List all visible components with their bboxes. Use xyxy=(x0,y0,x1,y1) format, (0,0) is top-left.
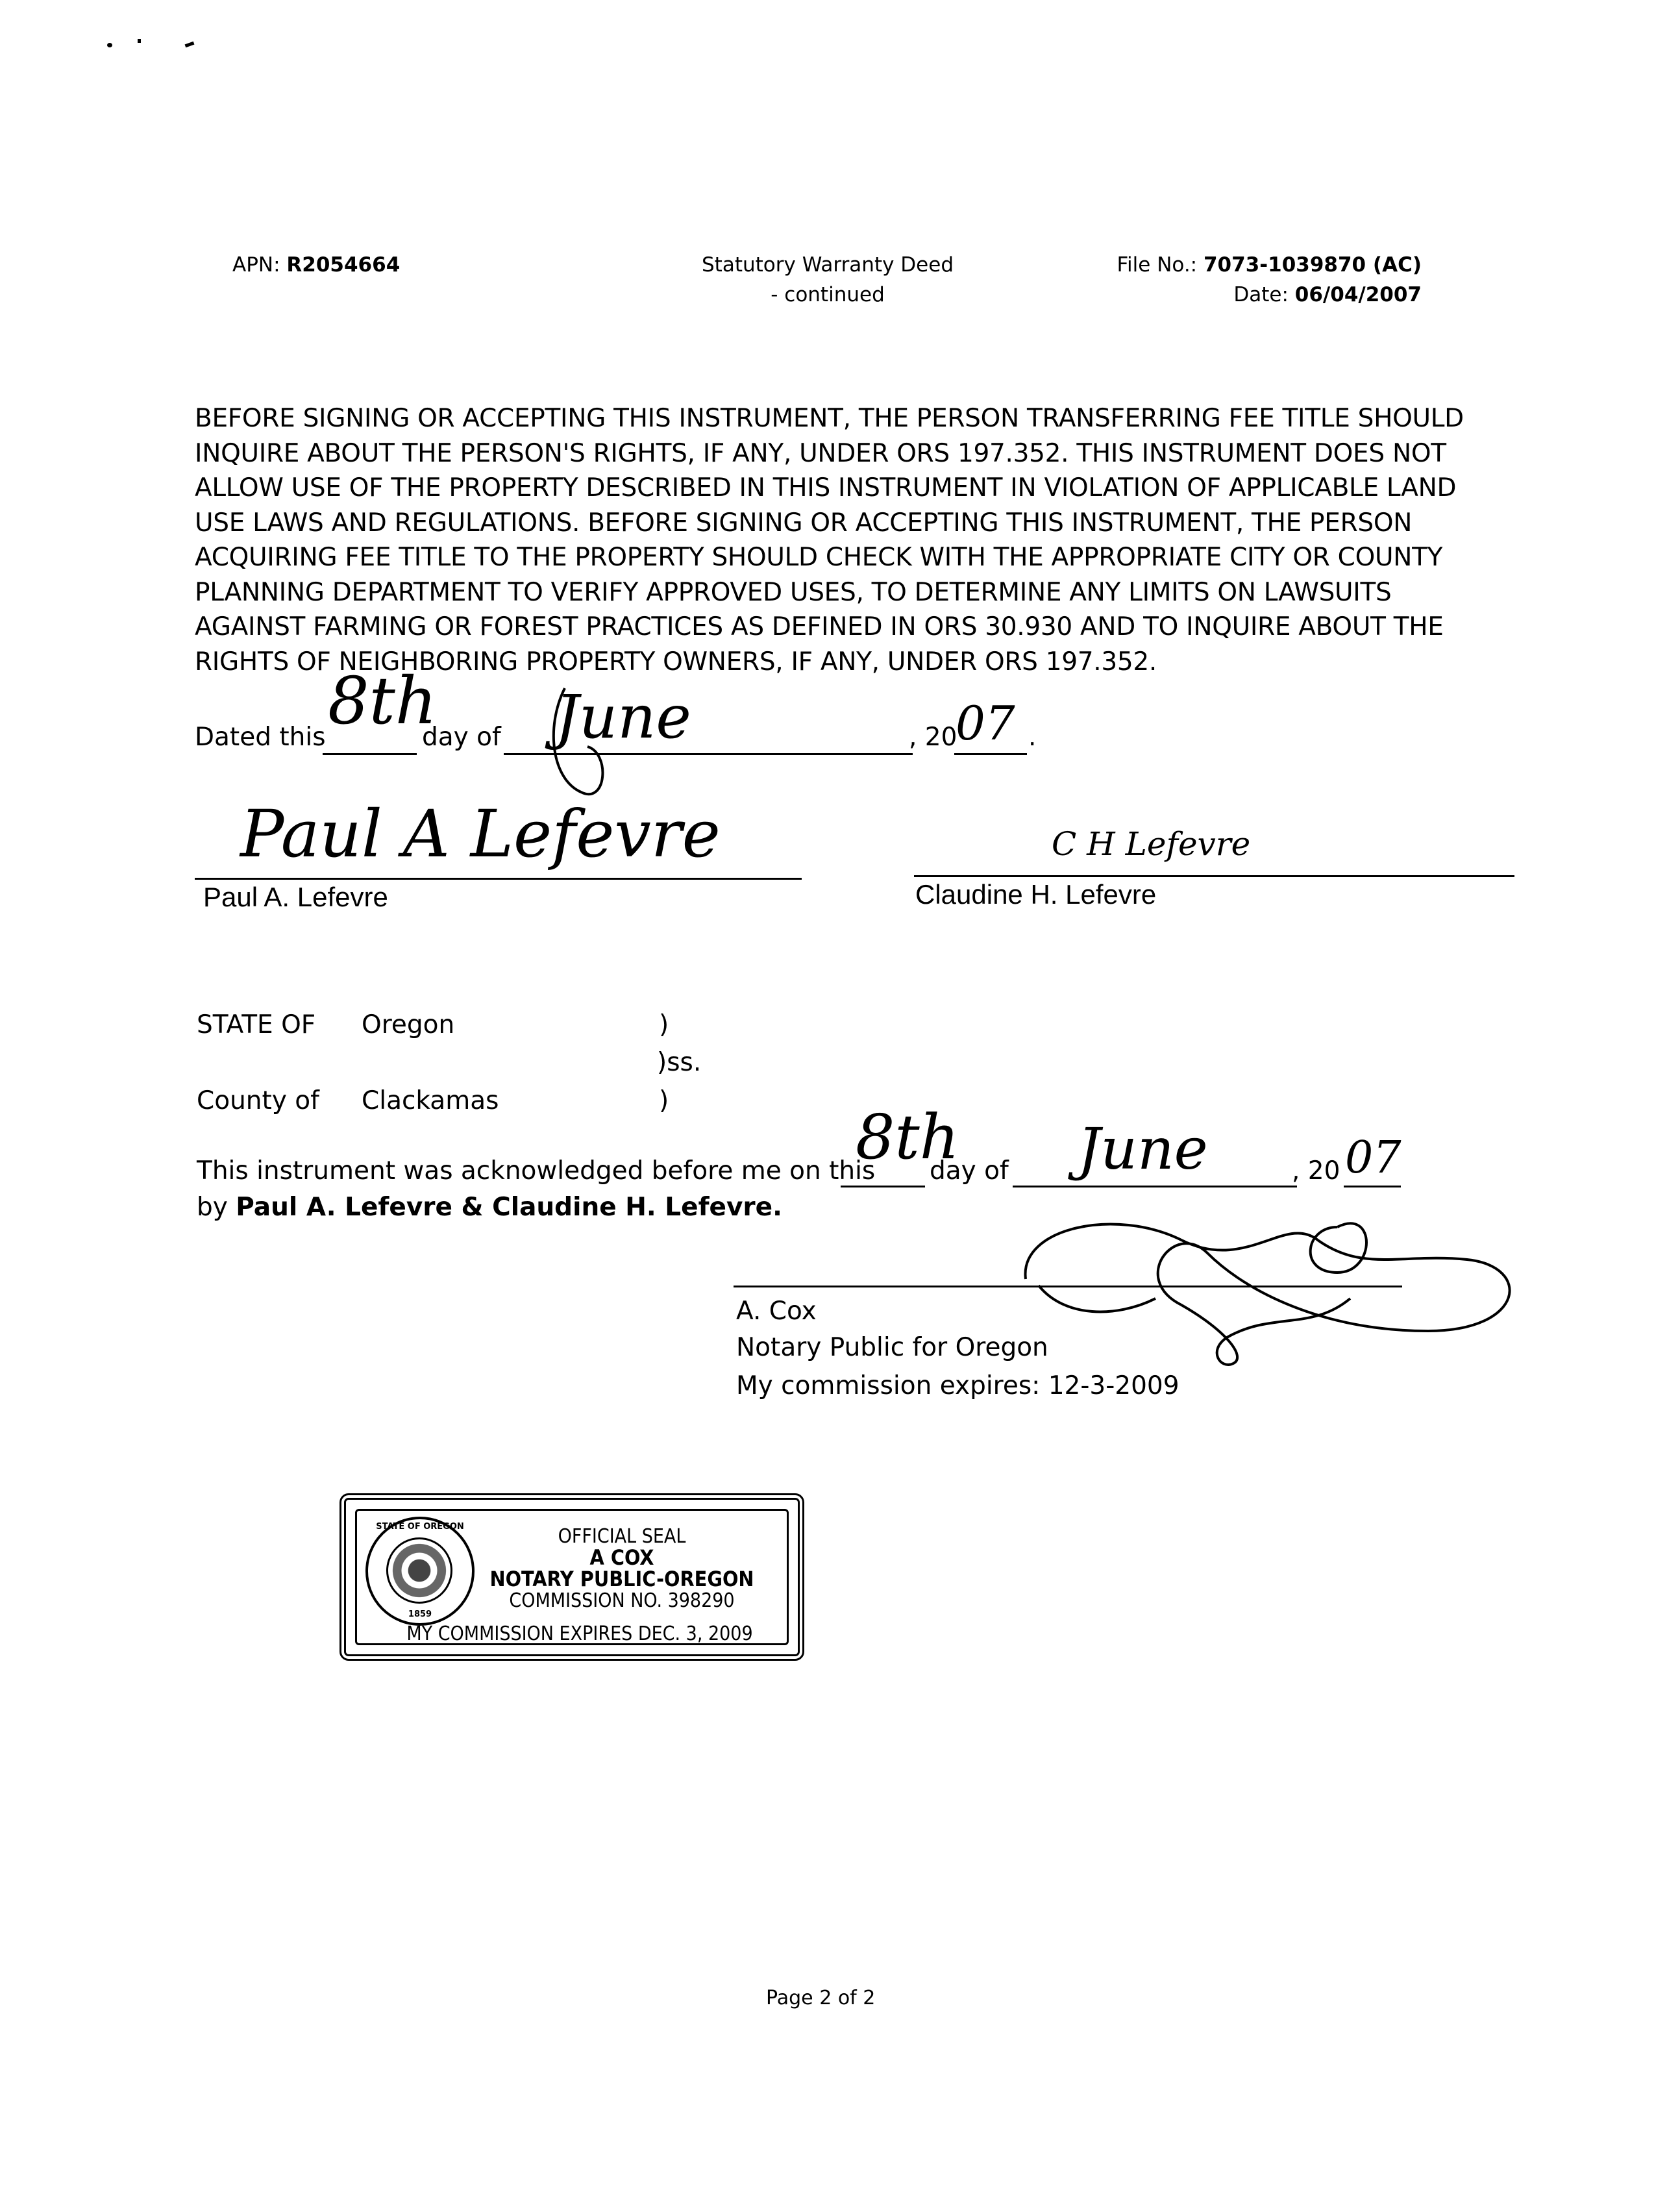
notice-line: ACQUIRING FEE TITLE TO THE PROPERTY SHOULD CHECK WITH THE APPROPRIATE CITY OR COUNTY xyxy=(195,543,1443,572)
seal-text-block xyxy=(473,1526,771,1611)
seal-line-1: OFFICIAL SEAL xyxy=(558,1525,686,1548)
dated-month-flourish xyxy=(545,675,792,805)
dated-suffix: . xyxy=(1028,723,1037,752)
date-value: 06/04/2007 xyxy=(1294,283,1422,306)
ack-by-line xyxy=(197,1192,782,1223)
ack-day-blank xyxy=(841,1186,925,1187)
state-value: Oregon xyxy=(362,1010,455,1039)
apn-value: R2054664 xyxy=(286,253,401,277)
official-seal-stamp xyxy=(340,1493,804,1661)
notice-line: INQUIRE ABOUT THE PERSON'S RIGHTS, IF ANY, UNDER ORS 197.352. THIS INSTRUMENT DOES NOT xyxy=(195,438,1446,468)
seal-line-3: NOTARY PUBLIC-OREGON xyxy=(489,1567,754,1591)
statutory-notice xyxy=(195,401,1466,679)
state-seal-year: 1859 xyxy=(408,1609,432,1619)
state-seal-inner-ring xyxy=(386,1537,452,1604)
page-total: 2 xyxy=(863,1987,876,2009)
dated-year-prefix: , 20 xyxy=(909,723,957,752)
ack-by-names: Paul A. Lefevre & Claudine H. Lefevre. xyxy=(236,1193,782,1222)
left-signature-line xyxy=(195,878,802,880)
notary-title: Notary Public for Oregon xyxy=(736,1333,1048,1362)
scan-speck xyxy=(138,39,141,43)
seal-line-4: COMMISSION NO. 398290 xyxy=(509,1589,735,1612)
dated-month-handwritten: June xyxy=(555,682,691,752)
left-signature: Paul A Lefevre xyxy=(240,796,721,872)
ack-year-blank xyxy=(1344,1186,1401,1187)
document-title-block xyxy=(649,250,1006,310)
page-label: Page xyxy=(766,1987,813,2009)
state-seal-emblem xyxy=(365,1517,475,1626)
apn-label: APN: xyxy=(232,253,280,277)
document-title: Statutory Warranty Deed xyxy=(702,253,954,277)
ack-month-blank xyxy=(1013,1186,1297,1187)
notary-name: A. Cox xyxy=(736,1297,817,1326)
notice-line: AGAINST FARMING OR FOREST PRACTICES AS DEFINED IN ORS 30.930 AND TO INQUIRE ABOUT THE xyxy=(195,612,1444,641)
file-number xyxy=(1117,250,1422,280)
scan-speck xyxy=(185,42,195,47)
apn-block xyxy=(232,250,400,280)
ack-by-label: by xyxy=(197,1193,228,1222)
dated-year-handwritten: 07 xyxy=(956,696,1015,751)
venue-paren-2: ) xyxy=(659,1086,669,1115)
ack-prefix: This instrument was acknowledged before me on this xyxy=(197,1156,876,1186)
county-label: County of xyxy=(197,1086,319,1115)
state-seal-caption: STATE OF OREGON xyxy=(376,1522,464,1532)
left-signer-name: Paul A. Lefevre xyxy=(203,882,388,912)
ack-year-prefix: , 20 xyxy=(1292,1156,1340,1186)
page-current: 2 xyxy=(819,1987,832,2009)
ack-day-of: day of xyxy=(930,1156,1009,1186)
right-signer-name: Claudine H. Lefevre xyxy=(915,879,1157,910)
dated-day-of: day of xyxy=(422,723,501,752)
notice-line: USE LAWS AND REGULATIONS. BEFORE SIGNING OR ACCEPTING THIS INSTRUMENT, THE PERSON xyxy=(195,508,1413,538)
notary-commission: My commission expires: 12-3-2009 xyxy=(736,1371,1179,1400)
notice-line: ALLOW USE OF THE PROPERTY DESCRIBED IN THIS INSTRUMENT IN VIOLATION OF APPLICABLE LAND xyxy=(195,473,1457,503)
ack-year-handwritten: 07 xyxy=(1345,1132,1402,1184)
notice-line: BEFORE SIGNING OR ACCEPTING THIS INSTRUMENT, THE PERSON TRANSFERRING FEE TITLE SHOULD xyxy=(195,404,1464,433)
right-signature: C H Lefevre xyxy=(1052,825,1251,863)
file-date-block xyxy=(1117,250,1422,310)
ack-day-handwritten: 8th xyxy=(856,1102,959,1173)
dated-day-blank xyxy=(323,753,417,755)
document-subtitle: - continued xyxy=(771,283,885,306)
notice-line: RIGHTS OF NEIGHBORING PROPERTY OWNERS, IF ANY, UNDER ORS 197.352. xyxy=(195,647,1157,677)
notary-signature xyxy=(1013,1201,1532,1370)
file-label: File No.: xyxy=(1117,253,1198,277)
file-value: 7073-1039870 (AC) xyxy=(1203,253,1422,277)
date-label: Date: xyxy=(1233,283,1289,306)
page-of: of xyxy=(837,1987,857,2009)
scan-speck xyxy=(107,43,112,47)
dated-prefix: Dated this xyxy=(195,723,326,752)
seal-line-5: MY COMMISSION EXPIRES DEC. 3, 2009 xyxy=(406,1622,753,1645)
seal-line-2: A COX xyxy=(589,1545,654,1570)
notice-line: PLANNING DEPARTMENT TO VERIFY APPROVED USES, TO DETERMINE ANY LIMITS ON LAWSUITS xyxy=(195,577,1392,607)
ack-month-handwritten: June xyxy=(1078,1115,1208,1182)
dated-day-handwritten: 8th xyxy=(328,663,438,739)
county-value: Clackamas xyxy=(362,1086,499,1115)
venue-paren-1: ) xyxy=(659,1010,669,1039)
date-line xyxy=(1117,280,1422,310)
state-label: STATE OF xyxy=(197,1010,316,1039)
venue-ss: )ss. xyxy=(657,1048,702,1077)
dated-year-blank xyxy=(954,753,1027,755)
right-signature-line xyxy=(914,875,1514,877)
page-number xyxy=(766,1985,875,2011)
